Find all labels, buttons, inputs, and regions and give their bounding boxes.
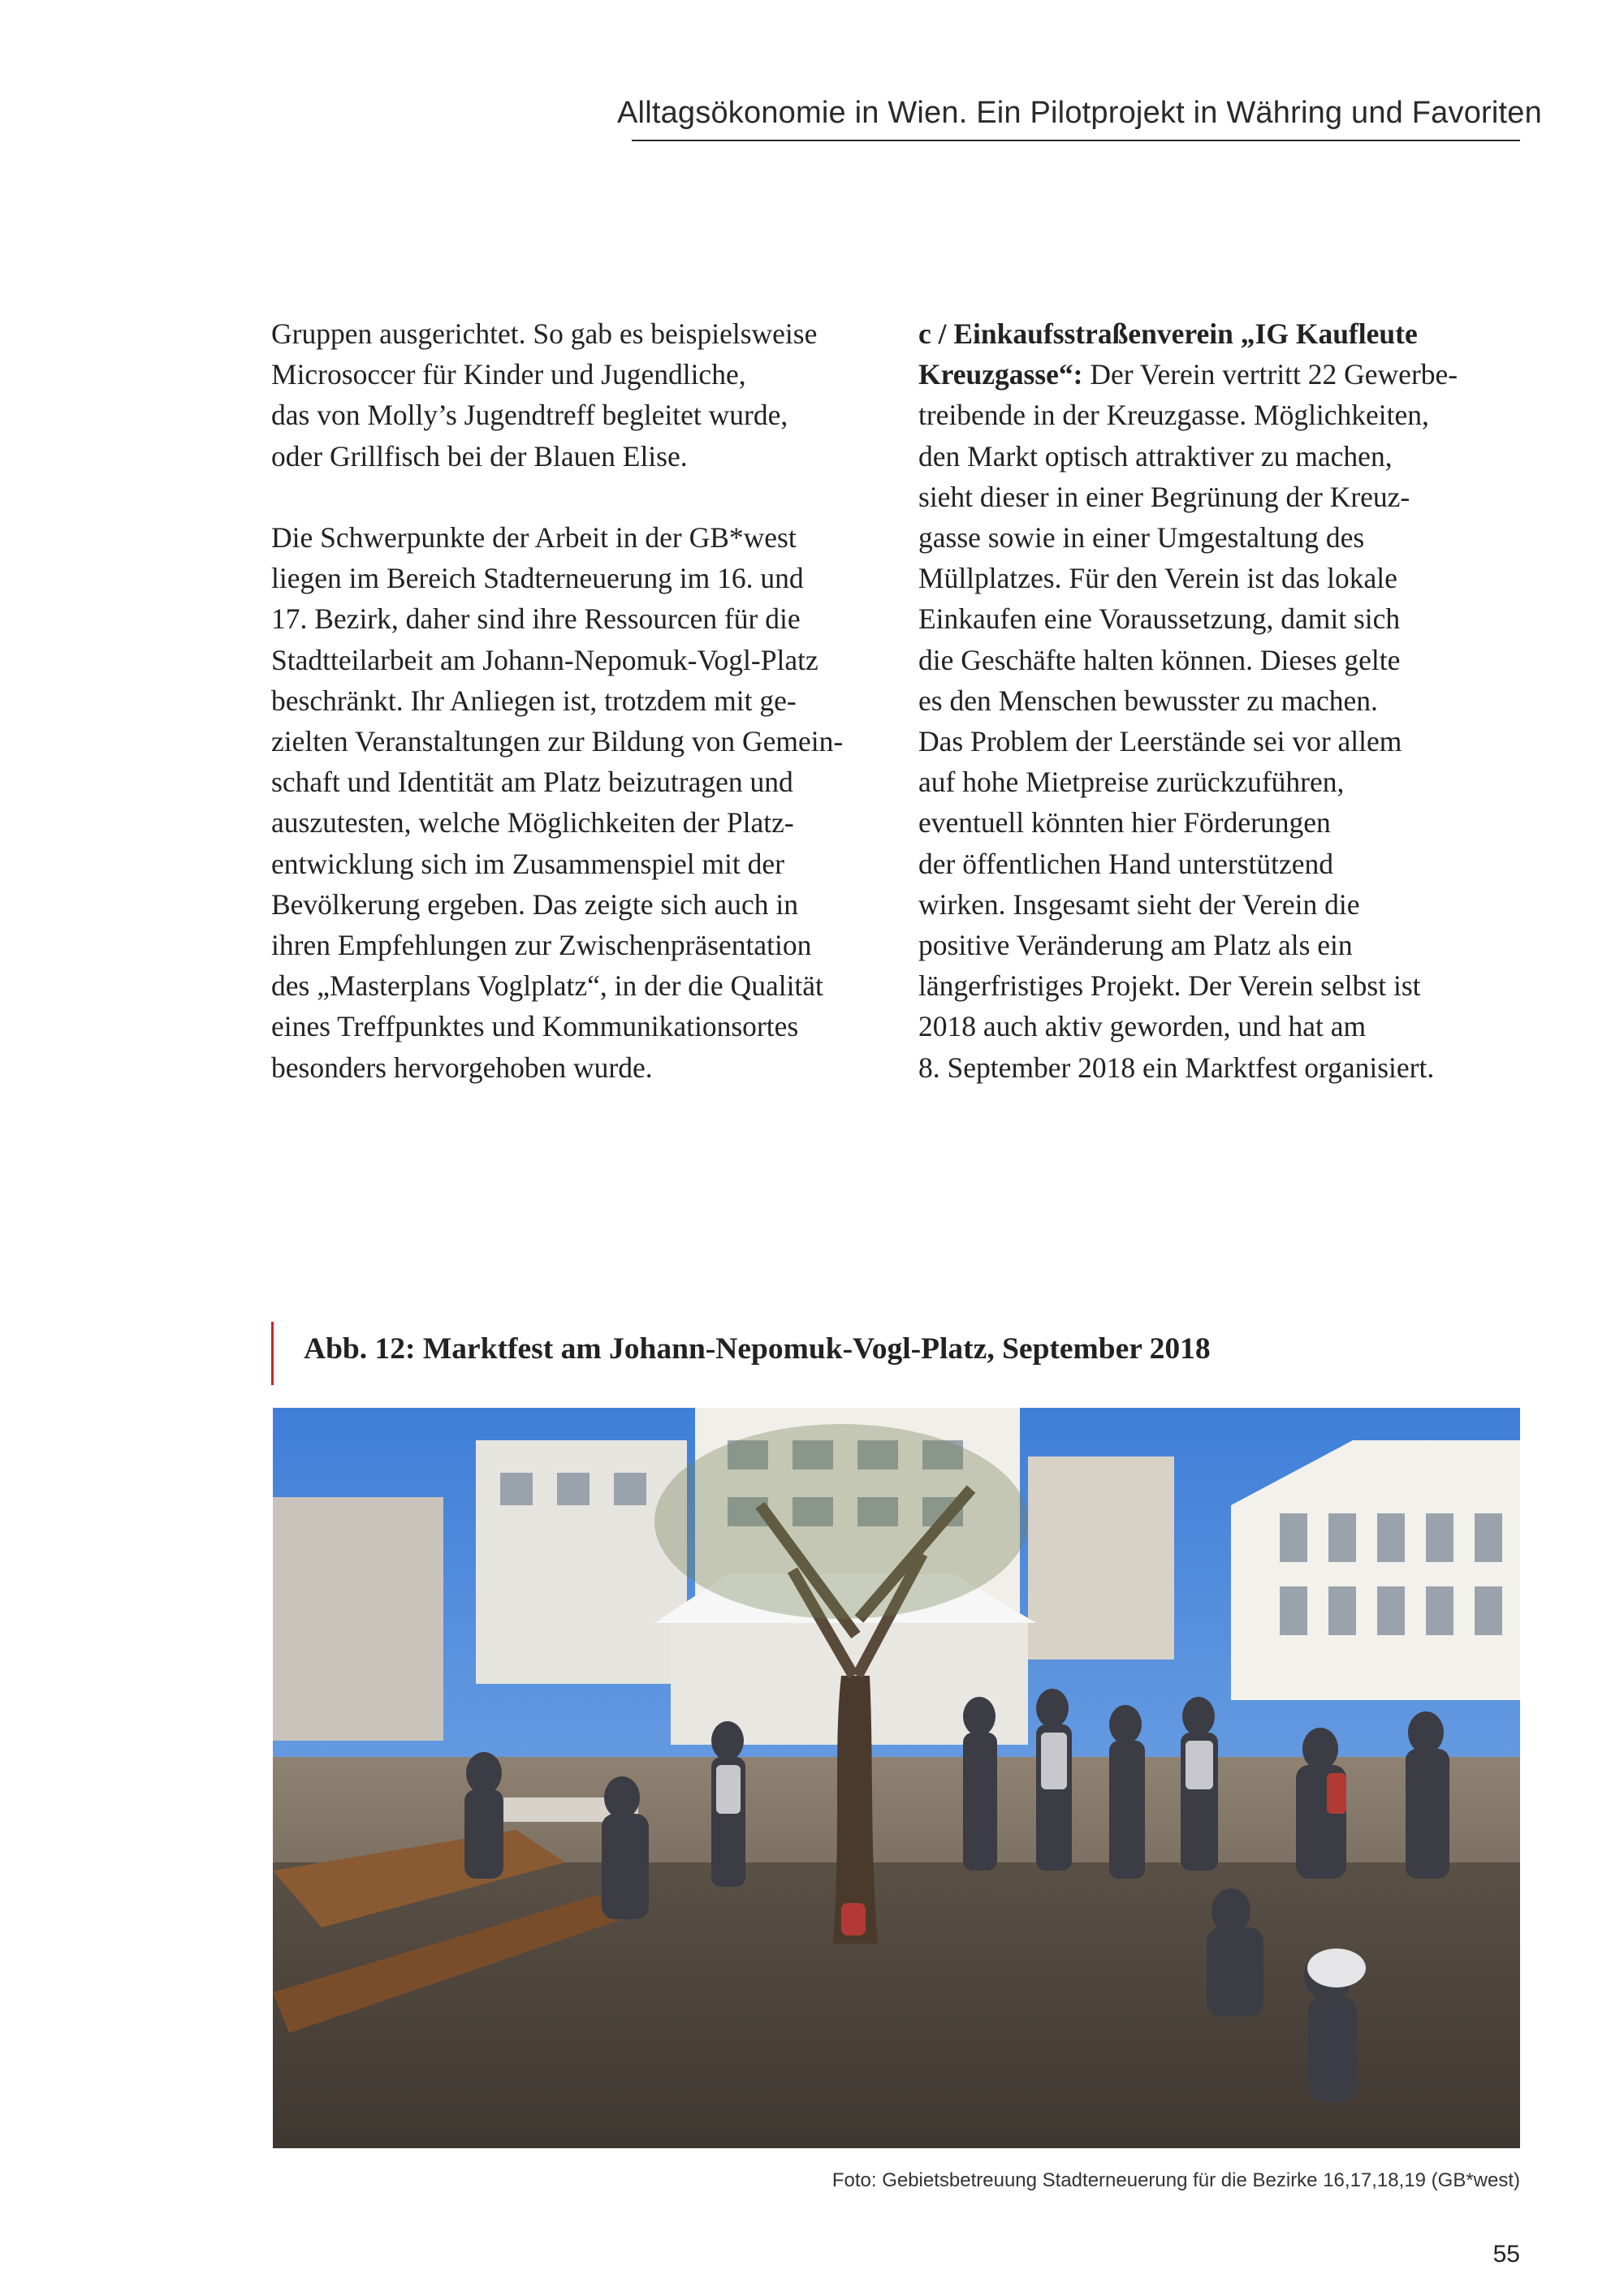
text-line: Stadtteilarbeit am Johann-Nepomuk-Vogl-Platz xyxy=(271,643,818,676)
text-line: treibende in der Kreuzgasse. Möglichkeiten, xyxy=(918,399,1429,432)
text-line: Gruppen ausgerichtet. So gab es beispielsweise xyxy=(271,317,818,350)
text-line: des „Masterplans Voglplatz“, in der die Qualität xyxy=(271,969,823,1003)
text-line: liegen im Bereich Stadterneuerung im 16. und xyxy=(271,562,804,595)
text-line: das von Molly’s Jugendtreff begleitet wurde, xyxy=(271,399,788,432)
photo-illustration xyxy=(273,1408,1520,2148)
text-line: auf hohe Mietpreise zurückzuführen, xyxy=(918,766,1345,799)
text-line: schaft und Identität am Platz beizutragen und xyxy=(271,766,793,799)
text-line: wirken. Insgesamt sieht der Verein die xyxy=(918,887,1360,921)
text-line: oder Grillfisch bei der Blauen Elise. xyxy=(271,439,688,473)
text-line: der öffentlichen Hand unterstützend xyxy=(918,847,1333,880)
text-line: 8. September 2018 ein Marktfest organisiert. xyxy=(918,1051,1435,1084)
market-festival-photo xyxy=(273,1408,1520,2148)
page-number: 55 xyxy=(1492,2241,1520,2268)
text-line: 17. Bezirk, daher sind ihre Ressourcen für die xyxy=(271,602,801,636)
text-line: es den Menschen bewusster zu machen. xyxy=(918,684,1378,717)
text-line: gasse sowie in einer Umgestaltung des xyxy=(918,521,1365,555)
section-heading-text: c / Einkaufsstraßenverein „IG Kaufleute xyxy=(918,317,1418,350)
paragraph-gap xyxy=(271,477,888,517)
text-line: Die Schwerpunkte der Arbeit in der GB*west xyxy=(271,521,797,554)
text-line: entwicklung sich im Zusammenspiel mit der xyxy=(271,847,784,880)
section-heading xyxy=(918,313,1535,354)
section-heading-end: Kreuzgasse“: xyxy=(918,358,1083,391)
text-line: den Markt optisch attraktiver zu machen, xyxy=(918,439,1393,473)
caption-accent-bar xyxy=(271,1322,274,1385)
text-line: positive Veränderung am Platz als ein xyxy=(918,929,1353,962)
figure-caption: Abb. 12: Marktfest am Johann-Nepomuk-Vogl-Platz, September 2018 xyxy=(304,1332,1211,1366)
text-line: beschränkt. Ihr Anliegen ist, trotzdem mit ge- xyxy=(271,684,797,717)
text-line: die Geschäfte halten können. Dieses gelte xyxy=(918,643,1401,676)
text-line: Bevölkerung ergeben. Das zeigte sich auch in xyxy=(271,887,798,921)
text-line xyxy=(918,354,1535,395)
text-line: ihren Empfehlungen zur Zwischenpräsentation xyxy=(271,929,812,962)
text-line: 2018 auch aktiv geworden, und hat am xyxy=(918,1010,1367,1043)
text-line: sieht dieser in einer Begrünung der Kreuz- xyxy=(918,480,1410,513)
text-line: eventuell könnten hier Förderungen xyxy=(918,806,1331,839)
text-line: längerfristiges Projekt. Der Verein selbst ist xyxy=(918,969,1421,1003)
text-line: Einkaufen eine Voraussetzung, damit sich xyxy=(918,602,1401,636)
text-line-rest: Der Verein vertritt 22 Gewerbe- xyxy=(1082,358,1458,391)
text-line: besonders hervorgehoben wurde. xyxy=(271,1051,653,1084)
header-rule xyxy=(632,140,1520,141)
text-line: Das Problem der Leerstände sei vor allem xyxy=(918,725,1402,758)
right-text-column xyxy=(918,313,1535,1088)
text-line: auszutesten, welche Möglichkeiten der Platz- xyxy=(271,806,794,839)
text-line: Müllplatzes. Für den Verein ist das lokale xyxy=(918,562,1397,595)
text-line: eines Treffpunktes und Kommunikationsortes xyxy=(271,1010,799,1043)
running-header: Alltagsökonomie in Wien. Ein Pilotprojekt in Währing und Favoriten xyxy=(617,96,1542,130)
text-line: zielten Veranstaltungen zur Bildung von Gemein- xyxy=(271,725,844,758)
left-text-column xyxy=(271,313,888,1088)
text-line: Microsoccer für Kinder und Jugendliche, xyxy=(271,358,746,391)
photo-credit: Foto: Gebietsbetreuung Stadterneuerung für die Bezirke 16,17,18,19 (GB*west) xyxy=(831,2169,1520,2191)
